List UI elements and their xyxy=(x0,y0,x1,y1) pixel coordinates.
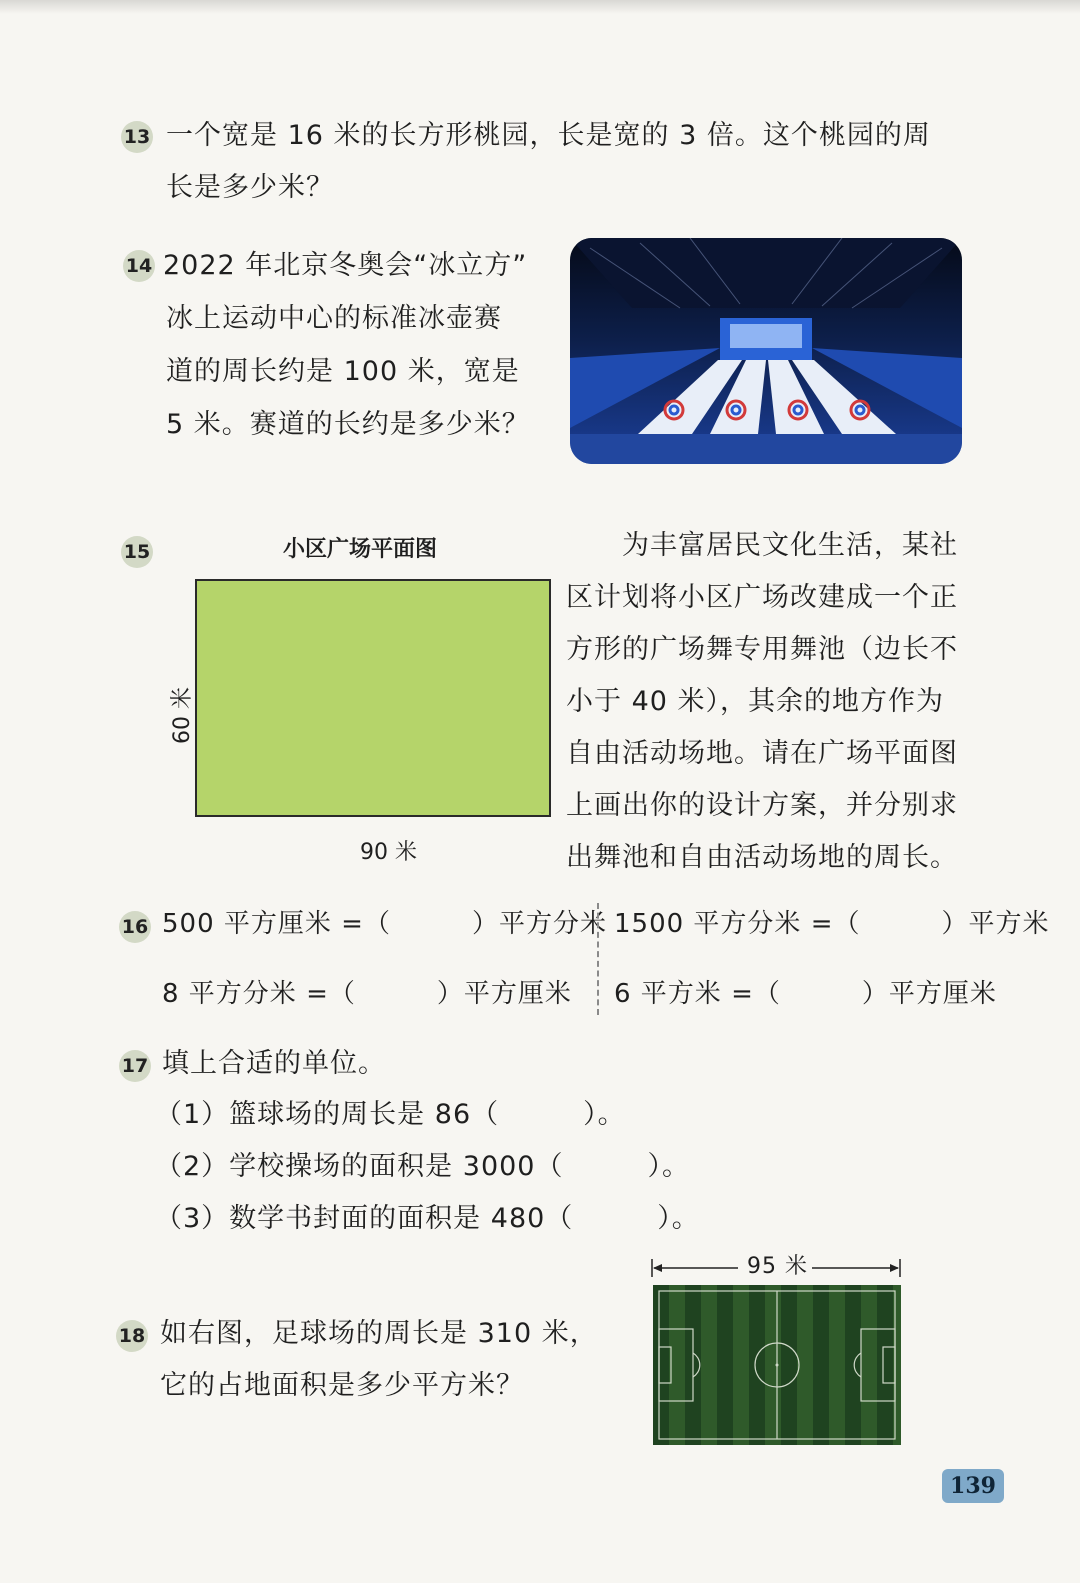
question-15-line-4: 小于 40 米），其余的地方作为 xyxy=(566,686,945,717)
question-17-title: 填上合适的单位。 xyxy=(162,1048,386,1079)
plaza-plan-rectangle[interactable] xyxy=(195,579,551,817)
question-13-badge: 13 xyxy=(121,121,153,153)
question-14-line-4: 5 米。赛道的长约是多少米？ xyxy=(166,409,530,440)
question-15-line-7: 出舞池和自由活动场地的周长。 xyxy=(566,842,958,873)
question-15-badge: 15 xyxy=(121,536,153,568)
page-top-edge xyxy=(0,0,1080,14)
field-length-label: 95 米 xyxy=(743,1252,812,1282)
question-16-badge: 16 xyxy=(119,911,151,943)
conversion-500-cm2: 500 平方厘米 =（ ）平方分米 xyxy=(162,909,607,939)
question-18-line-1: 如右图，足球场的周长是 310 米， xyxy=(160,1318,598,1349)
question-17-item-3: （3）数学书封面的面积是 480（ ）。 xyxy=(155,1203,700,1234)
question-17-badge: 17 xyxy=(119,1050,151,1082)
plan-width-label: 90 米 xyxy=(360,840,417,865)
question-14-line-1: 2022 年北京冬奥会“冰立方” xyxy=(163,250,528,281)
question-15-line-3: 方形的广场舞专用舞池（边长不 xyxy=(566,634,958,665)
question-13-line-1: 一个宽是 16 米的长方形桃园，长是宽的 3 倍。这个桃园的周 xyxy=(166,120,931,151)
conversion-6-m2: 6 平方米 =（ ）平方厘米 xyxy=(614,979,997,1009)
conversion-8-dm2: 8 平方分米 =（ ）平方厘米 xyxy=(162,979,572,1009)
football-field-diagram xyxy=(653,1285,901,1445)
plan-title: 小区广场平面图 xyxy=(283,537,438,562)
curling-arena-photo xyxy=(570,238,962,464)
question-14-line-2: 冰上运动中心的标准冰壶赛 xyxy=(166,303,502,334)
question-15-line-5: 自由活动场地。请在广场平面图 xyxy=(566,738,958,769)
question-14-badge: 14 xyxy=(123,250,155,282)
question-14-line-3: 道的周长约是 100 米，宽是 xyxy=(166,356,520,387)
question-13-line-2: 长是多少米？ xyxy=(166,172,334,203)
question-17-item-1: （1）篮球场的周长是 86（ ）。 xyxy=(155,1099,626,1130)
conversion-1500-dm2: 1500 平方分米 =（ ）平方米 xyxy=(614,909,1050,939)
question-17-item-2: （2）学校操场的面积是 3000（ ）。 xyxy=(155,1151,690,1182)
question-18-line-2: 它的占地面积是多少平方米？ xyxy=(160,1370,524,1401)
question-18-badge: 18 xyxy=(116,1320,148,1352)
page-number: 139 xyxy=(942,1469,1004,1503)
question-15-line-6: 上画出你的设计方案，并分别求 xyxy=(566,790,958,821)
question-15-line-2: 区计划将小区广场改建成一个正 xyxy=(566,582,958,613)
column-divider xyxy=(597,903,599,1015)
plan-height-label: 60 米 xyxy=(170,687,195,744)
question-15-line-1: 为丰富居民文化生活，某社 xyxy=(622,530,958,561)
